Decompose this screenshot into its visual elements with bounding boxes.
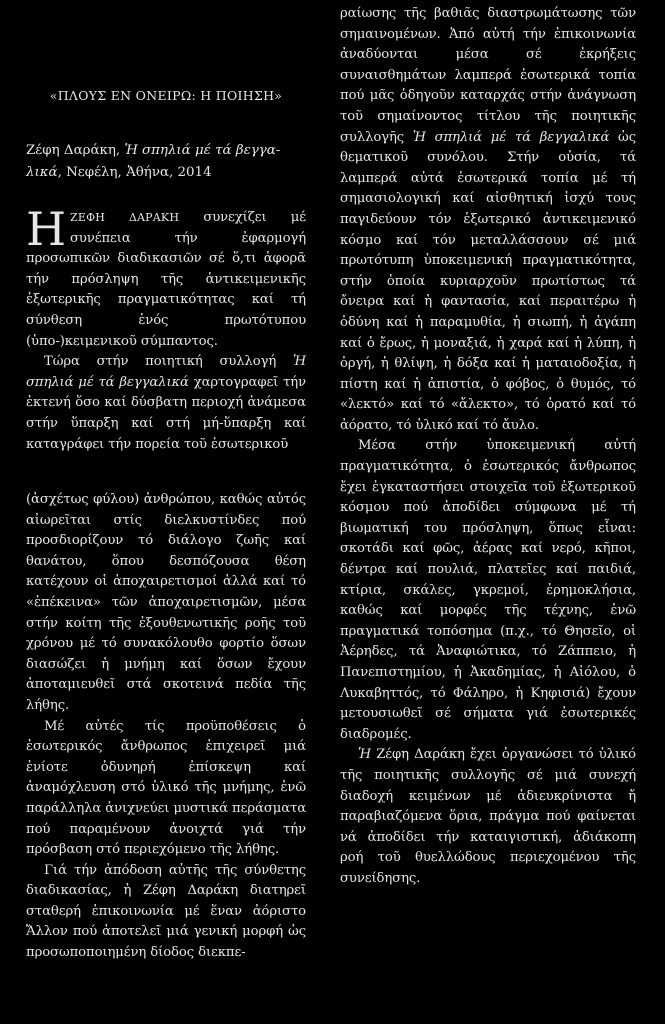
paragraph — [26, 202, 306, 352]
paragraph-text: Τώρα στήν ποιητική συλλογή — [44, 354, 293, 370]
paragraph: Μέσα στήν ὑποκειμενική αὐτή πραγματικότητα, ὁ ἐσωτερικός ἄνθρωπος ἔχει ἐγκαταστήσει στοιχεῖα τοῦ ἐξωτερικοῦ κόσμου πού ἀποδίδει σύμφωνα μέ τή βιωματική του πρόσληψη, ὅπως εἶναι: σκοτάδι καί φῶς, ἀέρας καί νερό, κῆποι, δέντρα καί πουλιά, πλατεῖες καί παιδιά, κτίρια, σκάλες, γκρεμοί, ἐρημοκλήσια, καθώς καί μορφές τῆς τέχνης, ἐνῶ πραγματικά τοπόσημα (π.χ., τό Θησεῖο, οἱ Ἀέρηδες, τά Ἀναφιώτικα, τό Ζάππειο, ἡ Πανεπιστημίου, ἡ Ἀκαδημίας, ἡ Αἰόλου, ὁ Λυκαβηττός, τό Φάληρο, ἡ Κηφισιά) ἔχουν μετουσιωθεῖ σέ σήματα γιά ἐσωτερικές διαδρομές. — [340, 438, 636, 742]
author-name-lead: ΖΕΦΗ ΔΑΡΑΚΗ — [70, 211, 180, 224]
paragraph — [26, 352, 306, 455]
article-title: «ΠΛΟΥΣ ΕΝ ΟΝΕΙΡΩ: Η ΠΟΙΗΣΗ» — [49, 88, 283, 103]
paragraph: Γιά τήν ἀπόδοση αὐτῆς τῆς σύνθετης διαδικασίας, ἡ Ζέφη Δαράκη διατηρεῖ σταθερή ἐπικοινωνία μέ ἕναν ἀόριστο Ἄλλον πού ἀποτελεῖ μιά γενική μορφή ὡς προσωποποιημένη δίοδος διεκπε- — [26, 862, 306, 961]
right-column — [340, 4, 636, 890]
paragraph-italic-lead: Ἡ — [358, 747, 371, 763]
paragraph: (ἀσχέτως φύλου) ἀνθρώπου, καθώς αὐτός αἰωρεῖται στίς διελκυστίνδες πού προσδιορίζουν τό διάλογο ζωῆς καί θανάτου, ὅπου δεσπόζουσα θέση κατέχουν οἱ ἀποχαιρετισμοί ἀλλά καί τό «ἐπέκεινα» τῶν ἀποχαιρετισμῶν, μέσα στήν κοίτη τῆς ἐξουθενωτικῆς ροῆς τοῦ χρόνου μέ τό συνακόλουθο φορτίο ὅσων διασώζει ἡ μνήμη καί ὅσων ἔχουν ἀποταμιευθεῖ στά σκοτεινά πεδία τῆς λήθης. — [26, 492, 306, 713]
book-publisher: , Νεφέλη, Ἀθήνα, 2014 — [57, 165, 212, 180]
paragraph-text: χαρτογραφεῖ τήν ἐκτενή ὅσο καί δύσβατη περιοχή ἀνάμεσα στήν ὕπαρξη καί στή μή-ὕπαρξη καί καταγράφει τήν πορεία τοῦ ἐσωτερικοῦ — [26, 374, 306, 452]
paragraph: Μέ αὐτές τίς προϋποθέσεις ὁ ἐσωτερικός ἄνθρωπος ἐπιχειρεῖ μιά ἐνίοτε ὀδυνηρή ἐπίσκεψη καί ἀναμόχλευση στό ὑλικό τῆς μνήμης, ἐνῶ παράλληλα ἀνιχνεύει μυστικά περάσματα πού παραμένουν ἀνοιχτά γιά τήν πρόσβαση στό περιεχόμενο τῆς λήθης. — [26, 718, 306, 858]
book-author: Ζέφη Δαράκη, — [26, 143, 125, 158]
paragraph-text: συνεχίζει μέ συνέπεια τήν ἐφαρμογή προσωπικῶν διαδικασιῶν σέ ὅ,τι ἀφορᾶ τήν πρόσληψη τῆς ἀντικειμενικῆς ἐξωτερικῆς πραγματικότητας καί τή σύνθεση ἑνός πρωτότυπου (ὑπο-)κειμενικοῦ σύμπαντος. — [26, 210, 306, 349]
paragraph — [340, 745, 636, 889]
book-title: Ἡ σπηλιά μέ τά βεγγα-λικά — [26, 143, 281, 180]
paragraph-text: ὡς θεματικοῦ συνόλου. Στήν οὐσία, τά λαμπερά αὐτά ἐσωτερικά τοπία μέ τή σημασιολογική καί αἰσθητική ἰσχύ τους παγιδεύουν τόν ἐξωτερικό ἀντικειμενικό κόσμο καί τόν μεταλλάσσουν σέ μιά πρωτότυπη ὑποκειμενική πραγματικότητα, στήν ὁποία κυριαρχοῦν πρωτίστως τά ὄνειρα καί ἡ φαντασία, καί περαιτέρω ἡ ὀδύνη καί ἡ παραμυθία, ἡ σιωπή, ἡ ἀγάπη καί ὁ ἔρως, ἡ μοναξιά, ἡ χαρά καί ἡ λύπη, ἡ ὀργή, ἡ θλίψη, ἡ δόξα καί ἡ ματαιοδοξία, ἡ πίστη καί ἡ ἀπιστία, ὁ φόβος, ὁ θυμός, τό «λεκτό» καί τό «ἄλεκτο», τό ὁρατό καί τό ἀόρατο, τό ὑλικό καί τό ἄυλο. — [340, 129, 636, 433]
left-column-bottom — [26, 490, 306, 964]
drop-cap: Η — [26, 202, 67, 256]
left-column-top — [26, 202, 306, 455]
book-reference — [26, 140, 306, 184]
paragraph-text: Ζέφη Δαράκη ἔχει ὀργανώσει τό ὑλικό τῆς ποιητικῆς συλλογῆς σέ μιά συνεχή διαδοχή κειμένων μέ ἀδιευκρίνιστα ἤ παραβιαζόμενα ὅρια, πράγμα πού φαίνεται νά ἀποδίδει τήν καταιγιστική, ἀδιάκοπη ροή τοῦ θυελλώδους περιεχομένου τῆς συνείδησης. — [340, 747, 636, 886]
paragraph-text: ραίωσης τῆς βαθιᾶς διαστρωμάτωσης τῶν σημαινομένων. Ἀπό αὐτή τήν ἐπικοινωνία ἀναδύονται μέσα σέ ἐκρήξεις συναισθημάτων λαμπερά ἐσωτερικά τοπία πού μᾶς ὁδηγοῦν καταρχάς στήν ἀνάγνωση τοῦ σημαίνοντος τίτλου τῆς ποιητικῆς συλλογῆς — [340, 6, 636, 145]
paragraph — [340, 4, 636, 436]
book-title-inline: Ἡ σπηλιά μέ τά βεγγαλικά — [26, 354, 306, 390]
book-title-inline: Ἡ σπηλιά μέ τά βεγγαλικά — [412, 129, 610, 145]
